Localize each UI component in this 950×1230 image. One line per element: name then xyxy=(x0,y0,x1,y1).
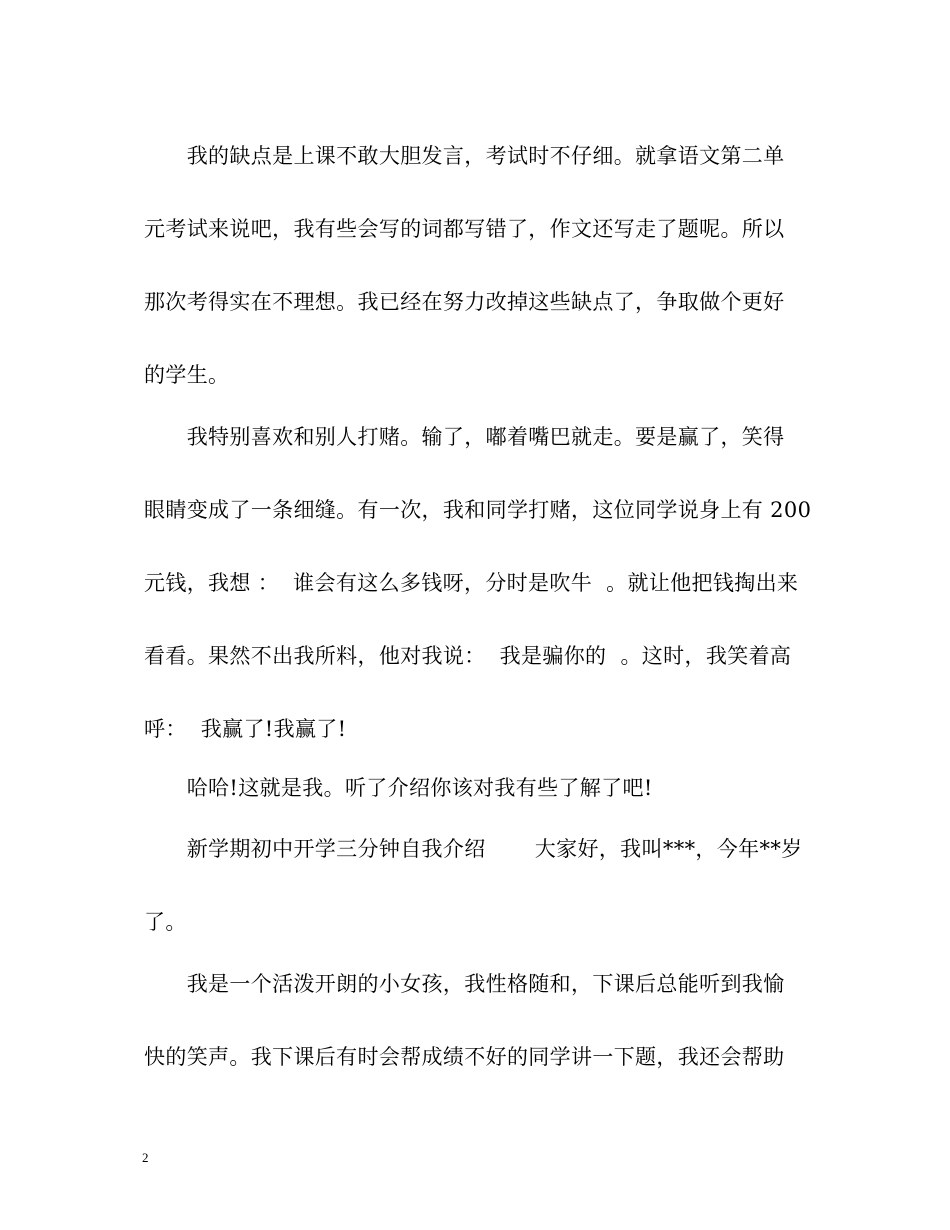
text-line: 呼： 我赢了!我赢了! xyxy=(144,717,347,741)
page-number: 2 xyxy=(142,1150,149,1165)
text-line: 元考试来说吧，我有些会写的词都写错了，作文还写走了题呢。所以 xyxy=(144,217,785,241)
text-line: 看看。果然不出我所料，他对我说： 我是骗你的 。这时，我笑着高 xyxy=(144,644,792,668)
text-line: 我的缺点是上课不敢大胆发言，考试时不仔细。就拿语文第二单 xyxy=(144,144,785,168)
text-line: 的学生。 xyxy=(144,363,230,387)
text-line: 我特别喜欢和别人打赌。输了，嘟着嘴巴就走。要是赢了，笑得 xyxy=(144,425,785,449)
text-line: 眼睛变成了一条细缝。有一次，我和同学打赌，这位同学说身上有 200 xyxy=(144,498,812,522)
text-line: 哈哈!这就是我。听了介绍你该对我有些了解了吧! xyxy=(144,776,653,800)
text-line: 了。 xyxy=(144,910,187,934)
text-line: 那次考得实在不理想。我已经在努力改掉这些缺点了，争取做个更好 xyxy=(144,290,785,314)
text-line: 快的笑声。我下课后有时会帮成绩不好的同学讲一下题，我还会帮助 xyxy=(144,1045,785,1069)
text-line: 元钱，我想 ： 谁会有这么多钱呀，分时是吹牛 。就让他把钱掏出来 xyxy=(144,571,799,595)
text-line: 新学期初中开学三分钟自我介绍 大家好，我叫***，今年**岁 xyxy=(144,837,803,861)
text-line: 我是一个活泼开朗的小女孩，我性格随和，下课后总能听到我愉 xyxy=(144,972,785,996)
